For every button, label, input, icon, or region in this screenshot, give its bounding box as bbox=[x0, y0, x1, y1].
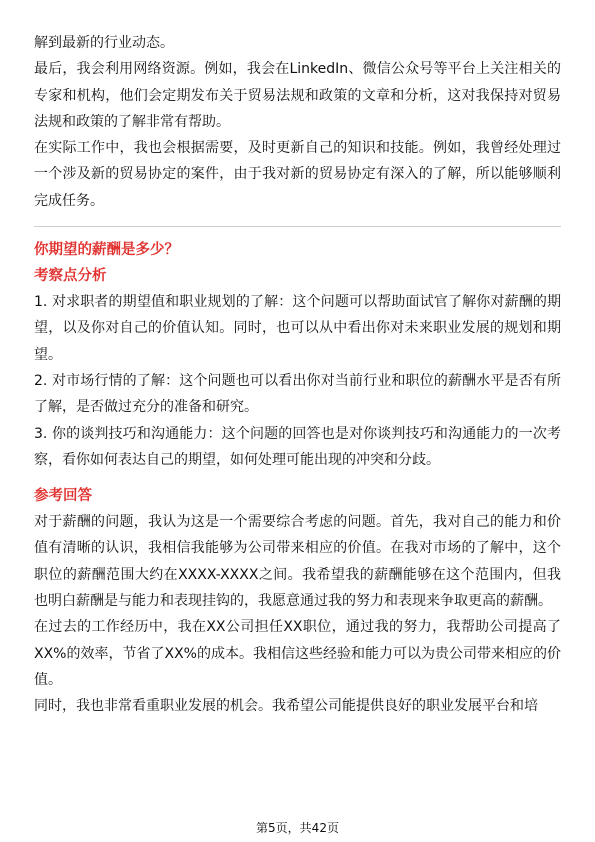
answer-paragraph: 同时，我也非常看重职业发展的机会。我希望公司能提供良好的职业发展平台和培 bbox=[34, 698, 538, 715]
answer-heading: 参考回答 bbox=[34, 488, 92, 505]
analysis-heading: 考察点分析 bbox=[34, 268, 107, 285]
document-page bbox=[34, 30, 561, 720]
answer-paragraph: 对于薪酬的问题，我认为这是一个需要综合考虑的问题。首先，我对自己的能力和价值有清晰的认识，我相信我能够为公司带来相应的价值。在我对市场的了解中，这个职位的薪酬范围大约在XXXX-XXXX之间。我希望我的薪酬能够在这个范围内，但我也明白薪酬是与能力和表现挂钩的，我愿意通过我的努力和表现来争取更高的薪酬。 bbox=[34, 514, 561, 610]
paragraph: 解到最新的行业动态。 bbox=[34, 35, 174, 51]
section-divider bbox=[34, 226, 561, 227]
paragraph: 在实际工作中，我也会根据需要，及时更新自己的知识和技能。例如，我曾经处理过一个涉及新的贸易协定的案件，由于我对新的贸易协定有深入的了解，所以能够顺利完成任务。 bbox=[34, 140, 561, 209]
analysis-item: 3. 你的谈判技巧和沟通能力：这个问题的回答也是对你谈判技巧和沟通能力的一次考察，看你如何表达自己的期望，如何处理可能出现的冲突和分歧。 bbox=[34, 425, 561, 468]
paragraph: 最后，我会利用网络资源。例如，我会在LinkedIn、微信公众号等平台上关注相关的专家和机构，他们会定期发布关于贸易法规和政策的文章和分析，这对我保持对贸易法规和政策的了解非常有帮助。 bbox=[34, 61, 561, 130]
page-number-footer: 第5页，共42页 bbox=[256, 821, 339, 835]
analysis-item: 2. 对市场行情的了解：这个问题也可以看出你对当前行业和职位的薪酬水平是否有所了解，是否做过充分的准备和研究。 bbox=[34, 372, 561, 416]
answer-paragraph: 在过去的工作经历中，我在XX公司担任XX职位，通过我的努力，我帮助公司提高了XX%的效率，节省了XX%的成本。我相信这些经验和能力可以为贵公司带来相应的价值。 bbox=[34, 619, 561, 688]
analysis-item: 1. 对求职者的期望值和职业规划的了解：这个问题可以帮助面试官了解你对薪酬的期望，以及你对自己的价值认知。同时，也可以从中看出你对未来职业发展的规划和期望。 bbox=[34, 294, 561, 363]
question-title: 你期望的薪酬是多少？ bbox=[34, 242, 179, 259]
